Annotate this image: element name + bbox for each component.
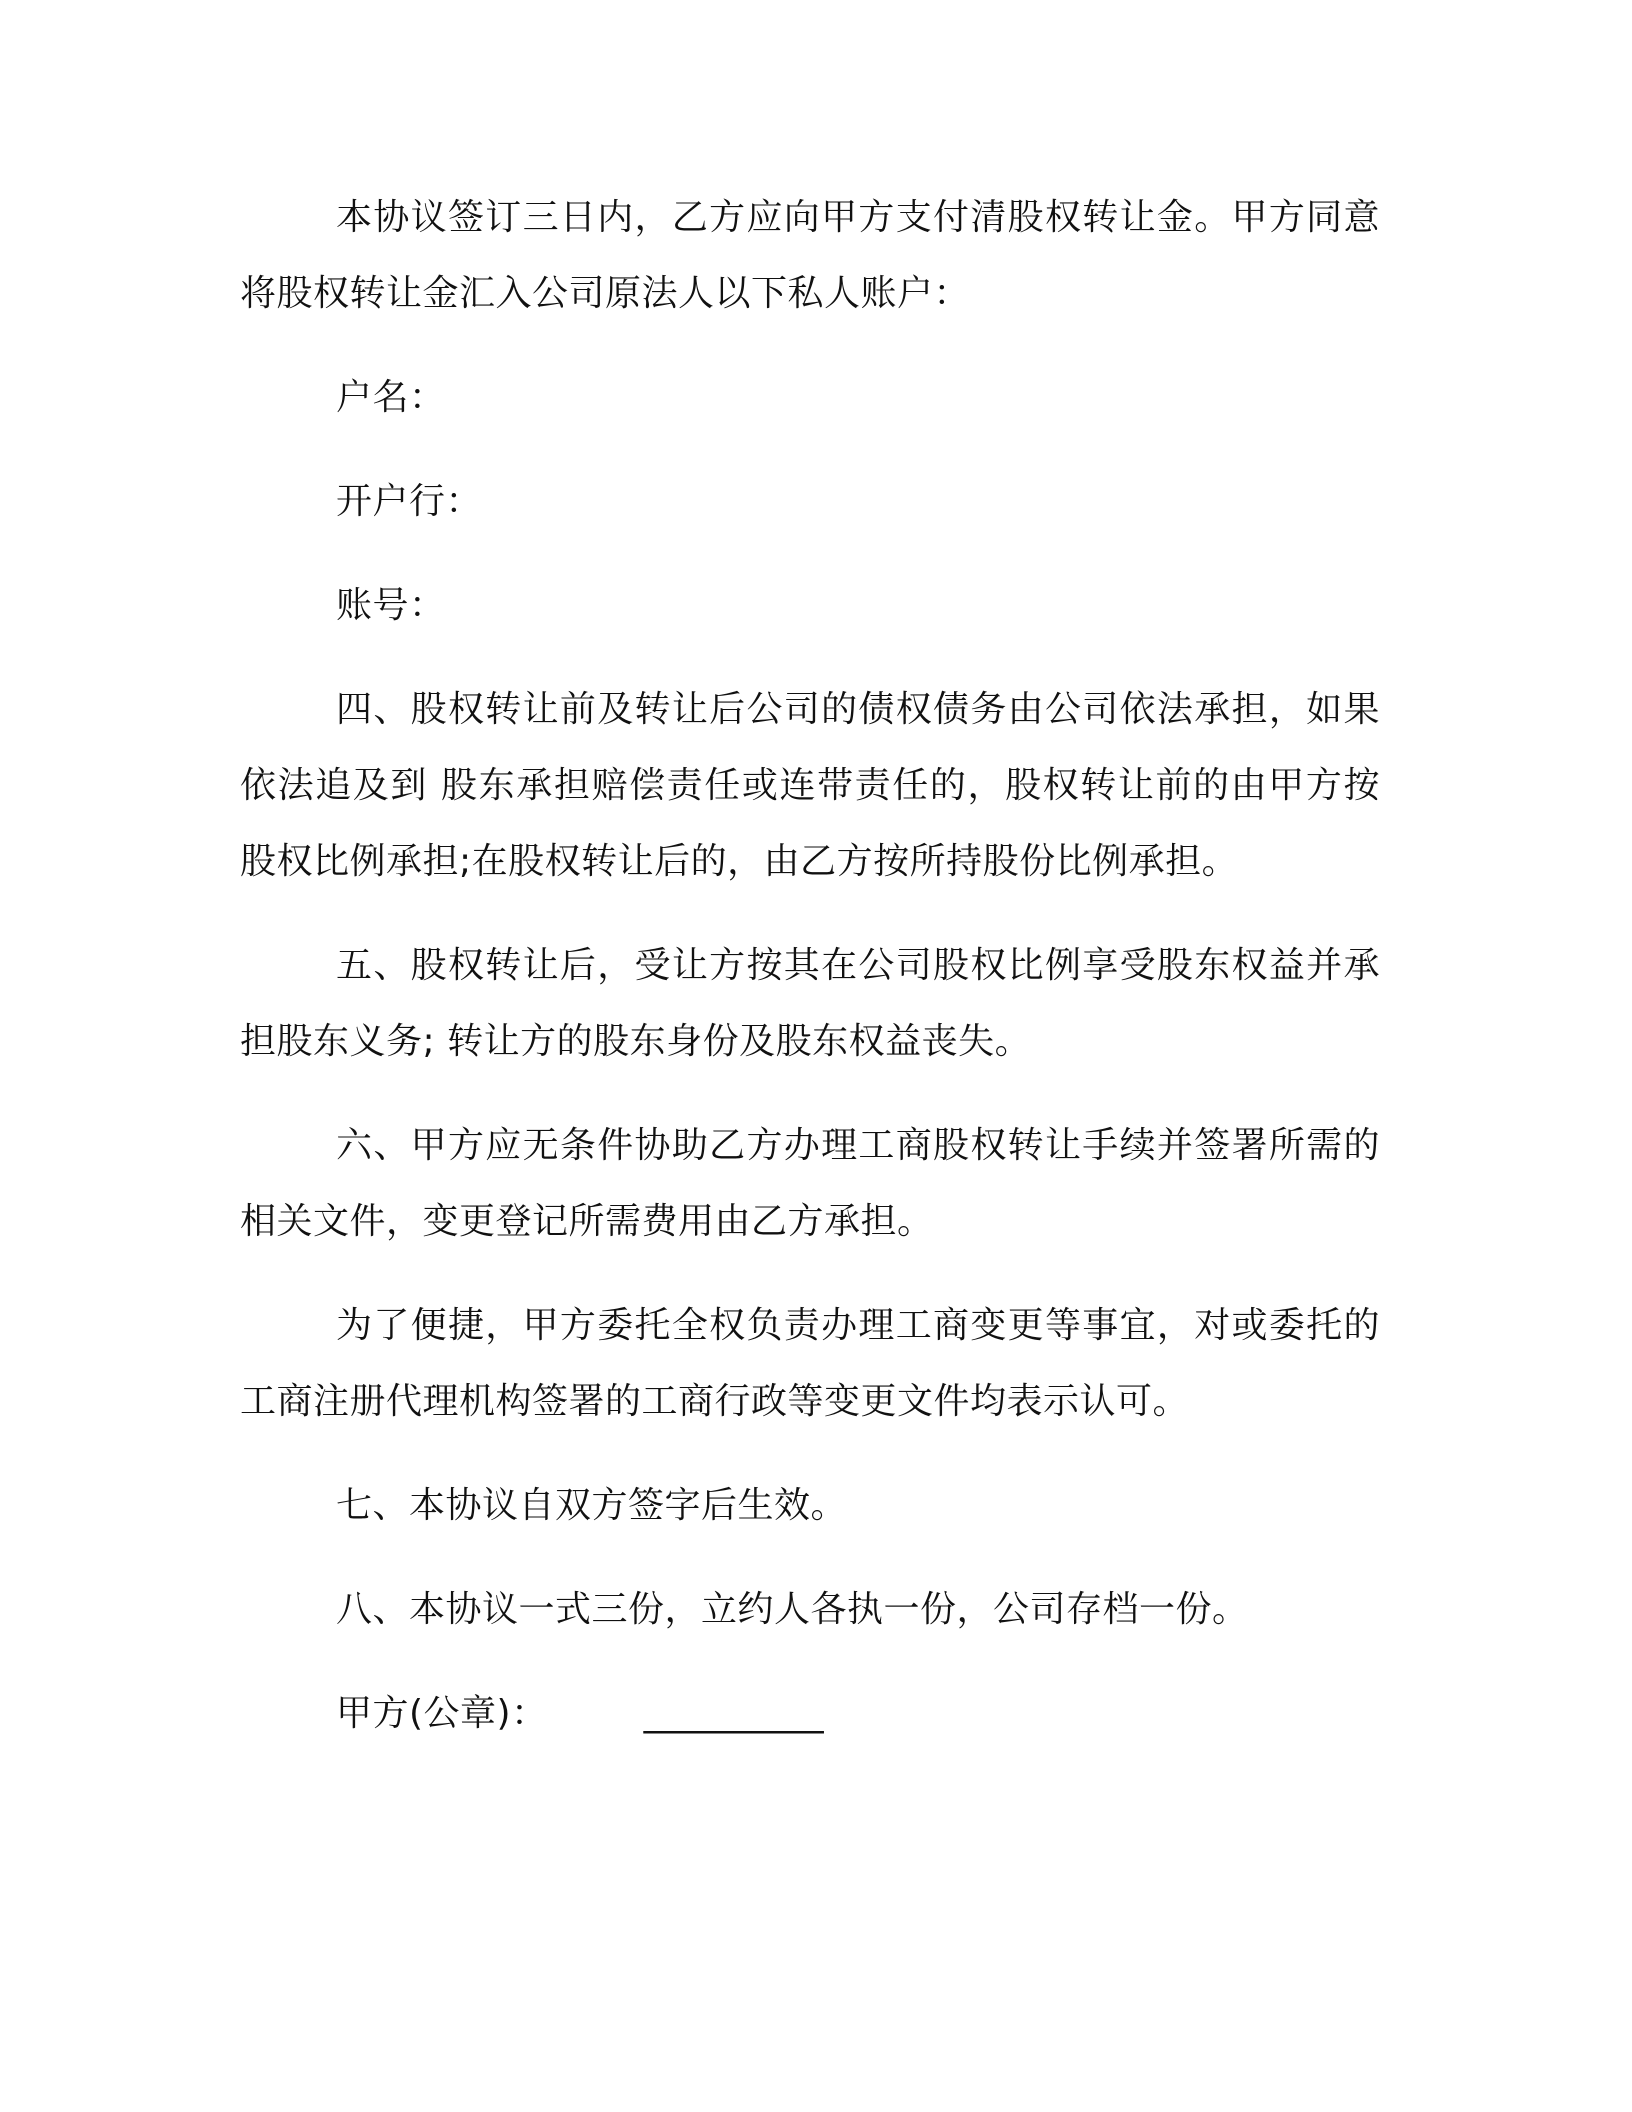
signature-line	[240, 1676, 1380, 1752]
account-number-field: 账号：	[336, 585, 446, 626]
payment-clause: 本协议签订三日内，乙方应向甲方支付清股权转让金。甲方同意将股权转让金汇入公司原法人以下私人账户：	[240, 197, 1380, 314]
party-a-seal-label: 甲方(公章)：	[336, 1693, 548, 1734]
delegation-clause: 为了便捷，甲方委托全权负责办理工商变更等事宜，对或委托的工商注册代理机构签署的工商行政等变更文件均表示认可。	[240, 1305, 1380, 1422]
clause-six: 六、甲方应无条件协助乙方办理工商股权转让手续并签署所需的相关文件，变更登记所需费用由乙方承担。	[240, 1125, 1380, 1242]
clause-five: 五、股权转让后，受让方按其在公司股权比例享受股东权益并承担股东义务; 转让方的股东身份及股东权益丧失。	[240, 945, 1380, 1062]
clause-seven: 七、本协议自双方签字后生效。	[336, 1485, 848, 1526]
bank-field: 开户行：	[336, 481, 483, 522]
clause-four: 四、股权转让前及转让后公司的债权债务由公司依法承担，如果依法追及到 股东承担赔偿责任或连带责任的，股权转让前的由甲方按股权比例承担;在股权转让后的，由乙方按所持股份比例承担。	[240, 689, 1380, 882]
clause-eight: 八、本协议一式三份，立约人各执一份，公司存档一份。	[336, 1589, 1249, 1630]
account-name-field: 户名：	[336, 377, 446, 418]
signature-blank: __________	[643, 1693, 824, 1734]
document-body	[240, 180, 1380, 1780]
